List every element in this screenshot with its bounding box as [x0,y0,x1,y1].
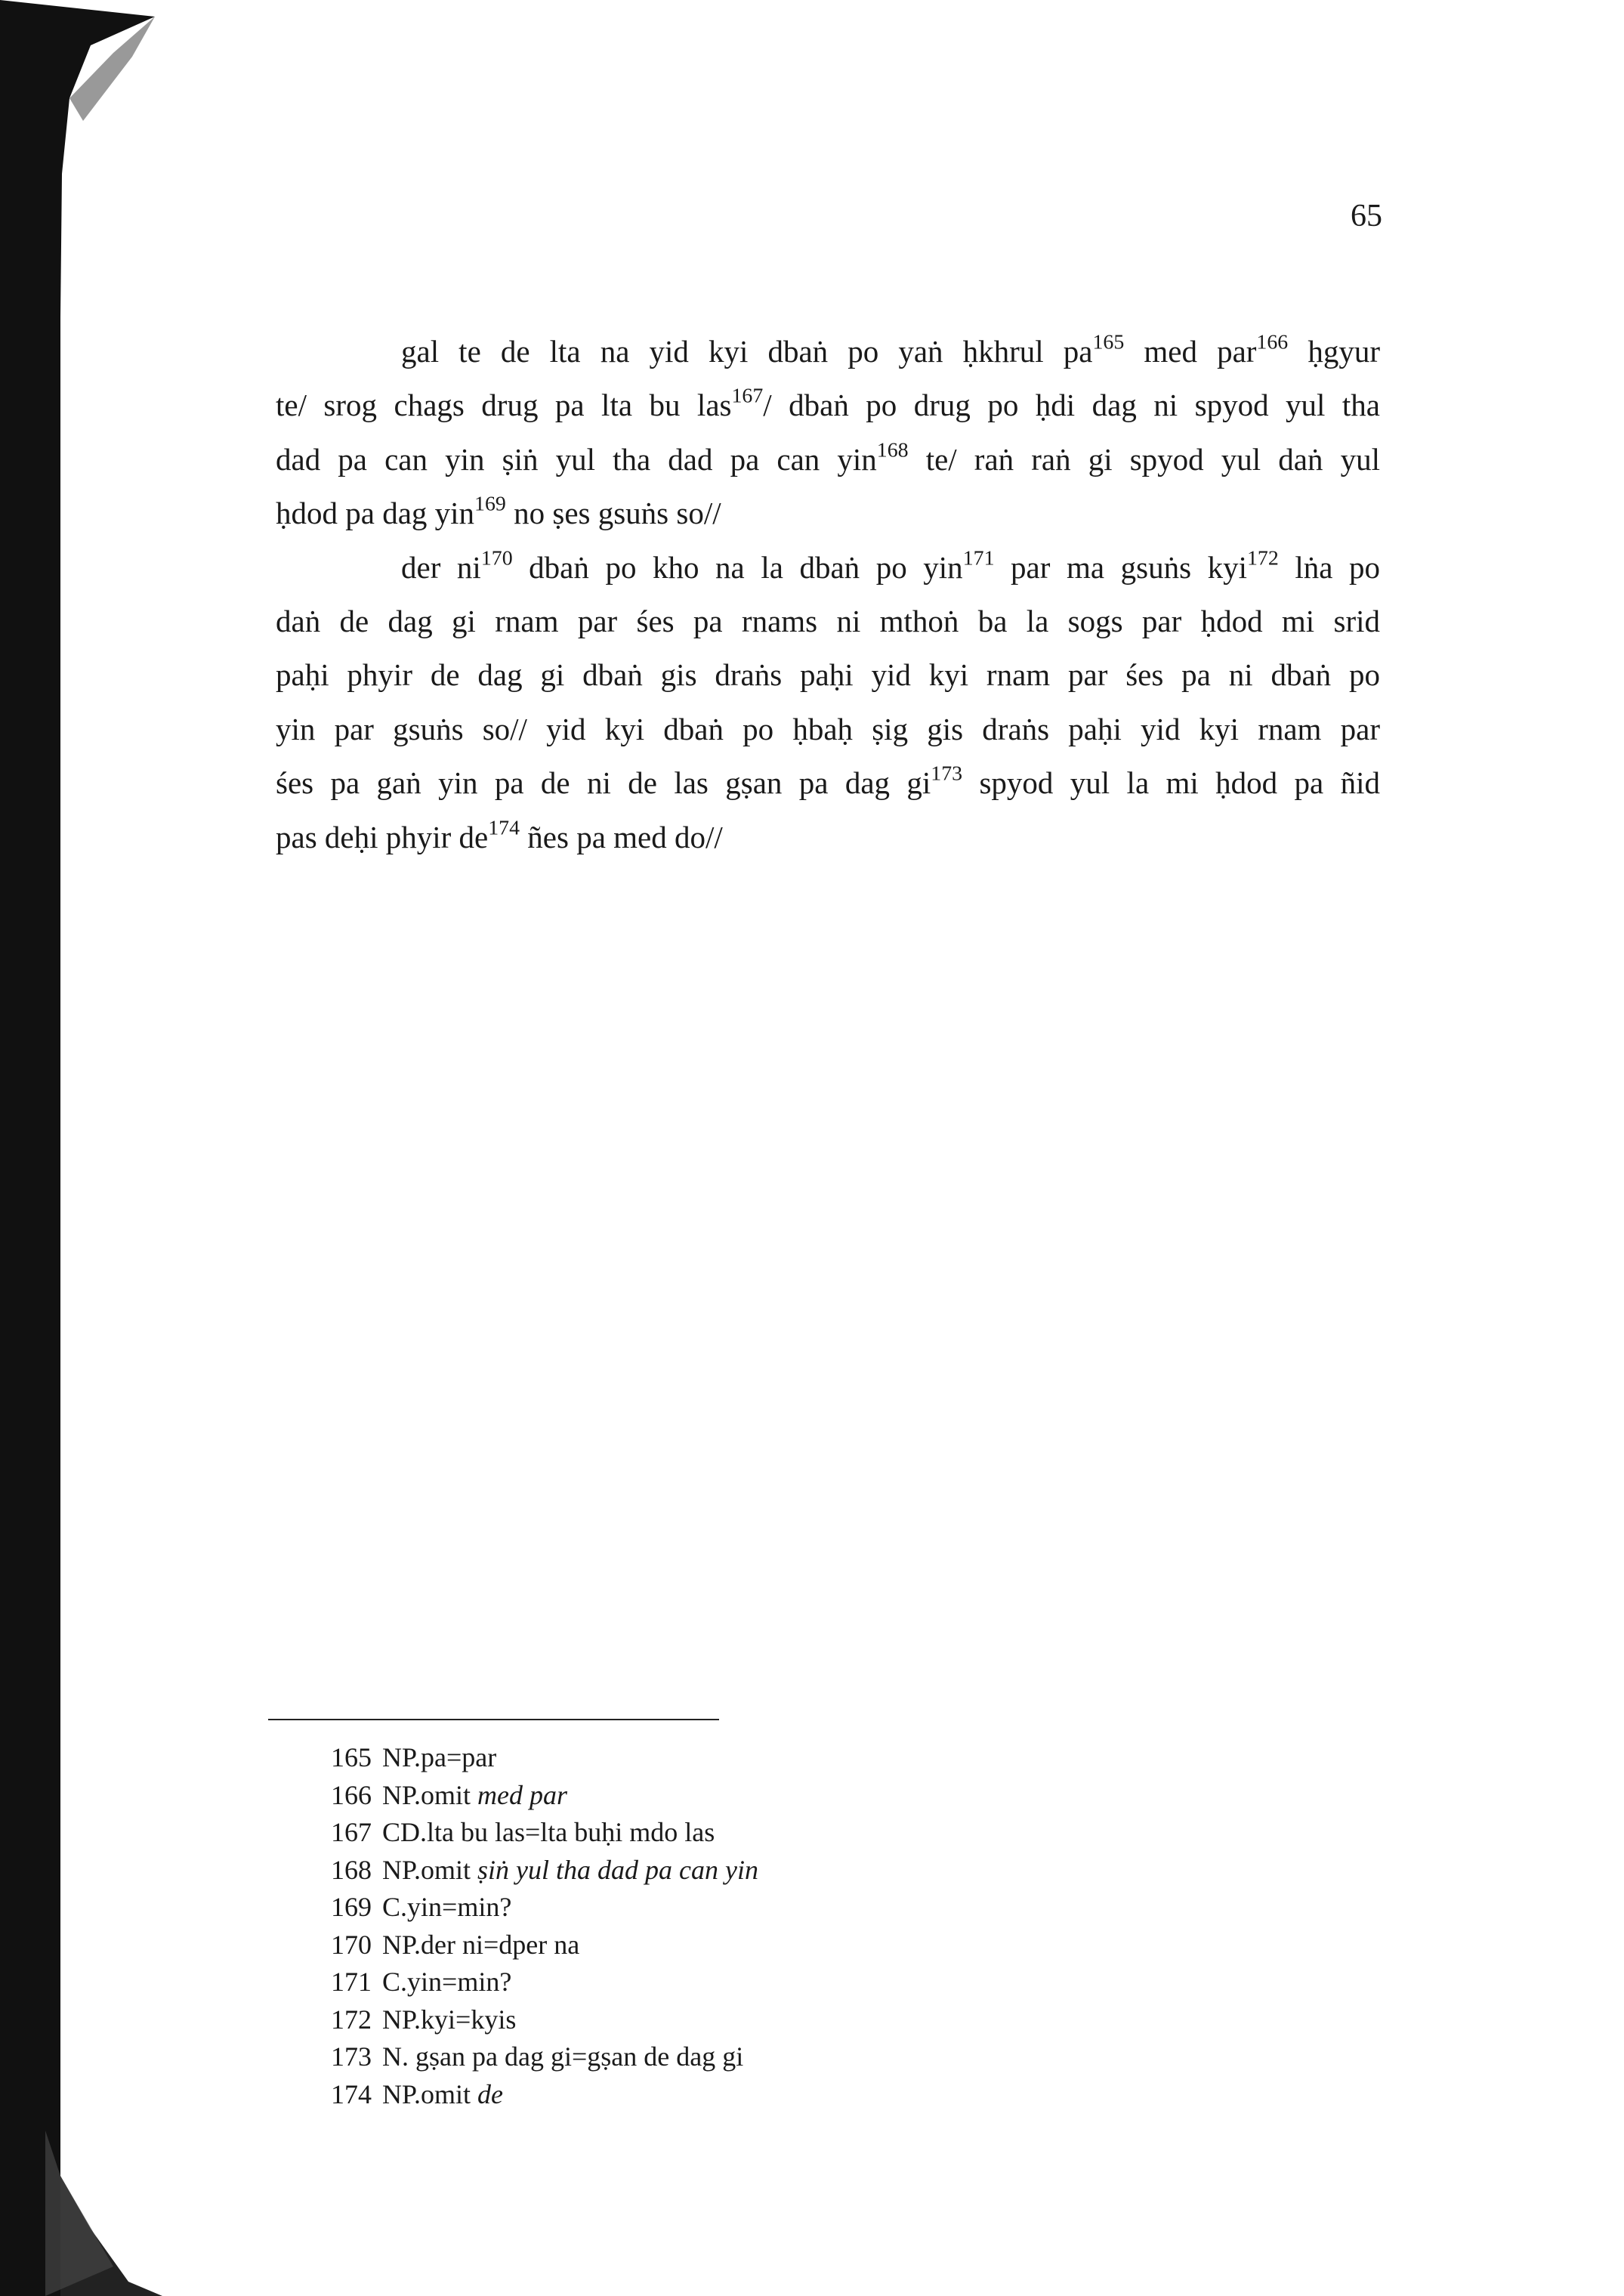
footnote [331,2076,1011,2114]
footnote-text: NP.kyi=kyis [382,2004,517,2035]
footnote-text: de [477,2078,504,2109]
text-line [276,433,1380,487]
footnote-separator [268,1719,719,1720]
footnote-ref: 173 [931,762,963,786]
footnote [331,1814,1011,1852]
text-line [276,379,1380,432]
main-text [276,325,1380,864]
footnote-text: ṣiṅ yul tha dad pa can yin [477,1854,758,1885]
text-segment: ḥdod pa dag yin [276,496,475,531]
paragraph [276,325,1380,541]
text-segment: dad pa can yin ṣiṅ yul tha dad pa can yin [276,441,877,477]
footnote-number: 169 [331,1892,372,1922]
footnote [331,1889,1011,1927]
footnote-number: 168 [331,1854,372,1885]
text-segment: lṅa po [1278,549,1381,585]
text-line [276,756,1380,810]
text-line [276,595,1380,648]
text-segment: śes pa gaṅ yin pa de ni de las gṣan pa dag gi [276,765,931,801]
footnote-ref: 169 [474,492,506,516]
footnote-text: NP.omit [382,1854,478,1885]
footnote-text: NP.der ni=dper na [382,1929,580,1960]
footnote-number: 173 [331,2041,372,2072]
text-segment: no ṣes gsuṅs so// [505,496,721,531]
text-segment: yin par gsuṅs so// yid kyi dbaṅ po ḥbaḥ ṣig gis draṅs paḥi yid kyi rnam par [276,711,1380,746]
footnote [331,1927,1011,1964]
text-line [276,487,1380,540]
text-segment: par ma gsuṅs kyi [994,549,1247,585]
footnote [331,1964,1011,2001]
page-number: 65 [1351,199,1382,233]
footnote-ref: 171 [962,546,995,570]
footnote-number: 170 [331,1929,372,1960]
footnote-text: C.yin=min? [382,1967,512,1997]
footnote-number: 174 [331,2078,372,2109]
text-segment: ñes pa med do// [520,819,723,854]
footnote-number: 171 [331,1967,372,1997]
footnote-ref: 172 [1246,546,1279,570]
footnote [331,1739,1011,1777]
footnote-number: 166 [331,1779,372,1810]
footnote-text: CD.lta bu las=lta buḥi mdo las [382,1817,715,1847]
text-segment: / dbaṅ po drug po ḥdi dag ni spyod yul tha [763,388,1380,423]
footnote-number: 165 [331,1742,372,1772]
text-segment: ḥgyur [1288,334,1380,369]
text-segment: te/ srog chags drug pa lta bu las [276,388,732,423]
text-segment: te/ raṅ raṅ gi spyod yul daṅ yul [908,441,1380,477]
footnote-text: med par [477,1779,568,1810]
text-line [276,541,1380,595]
text-line [276,648,1380,702]
footnote [331,2038,1011,2076]
binding-shadow [0,0,162,2296]
footnote-text: NP.omit [382,1779,478,1810]
footnote-number: 167 [331,1817,372,1847]
text-line [276,703,1380,756]
text-line [276,811,1380,864]
footnote-ref: 165 [1092,330,1125,354]
footnote-text: NP.omit [382,2078,478,2109]
footnote-number: 172 [331,2004,372,2035]
text-segment: pas deḥi phyir de [276,819,489,854]
footnote-ref: 168 [876,438,909,462]
footnote-ref: 174 [488,816,520,840]
text-line [276,325,1380,379]
footnote-text: C.yin=min? [382,1892,512,1922]
text-segment: med par [1124,334,1257,369]
footnote [331,2001,1011,2039]
footnote-ref: 167 [731,385,764,409]
text-segment: der ni [401,549,481,585]
text-segment: gal te de lta na yid kyi dbaṅ po yaṅ ḥkhrul pa [401,334,1093,369]
footnote-ref: 170 [480,546,513,570]
footnote-ref: 166 [1256,330,1289,354]
paragraph [276,541,1380,864]
footnote [331,1852,1011,1890]
footnote [331,1777,1011,1815]
text-segment: spyod yul la mi ḥdod pa ñid [962,765,1380,801]
footnote-text: N. gṣan pa dag gi=gṣan de dag gi [382,2041,744,2072]
text-segment: daṅ de dag gi rnam par śes pa rnams ni mthoṅ ba la sogs par ḥdod mi srid [276,604,1380,639]
text-segment: paḥi phyir de dag gi dbaṅ gis draṅs paḥi yid kyi rnam par śes pa ni dbaṅ po [276,657,1380,693]
text-segment: dbaṅ po kho na la dbaṅ po yin [512,549,963,585]
footnote-text: NP.pa=par [382,1742,497,1772]
footnotes [331,1739,1011,2113]
